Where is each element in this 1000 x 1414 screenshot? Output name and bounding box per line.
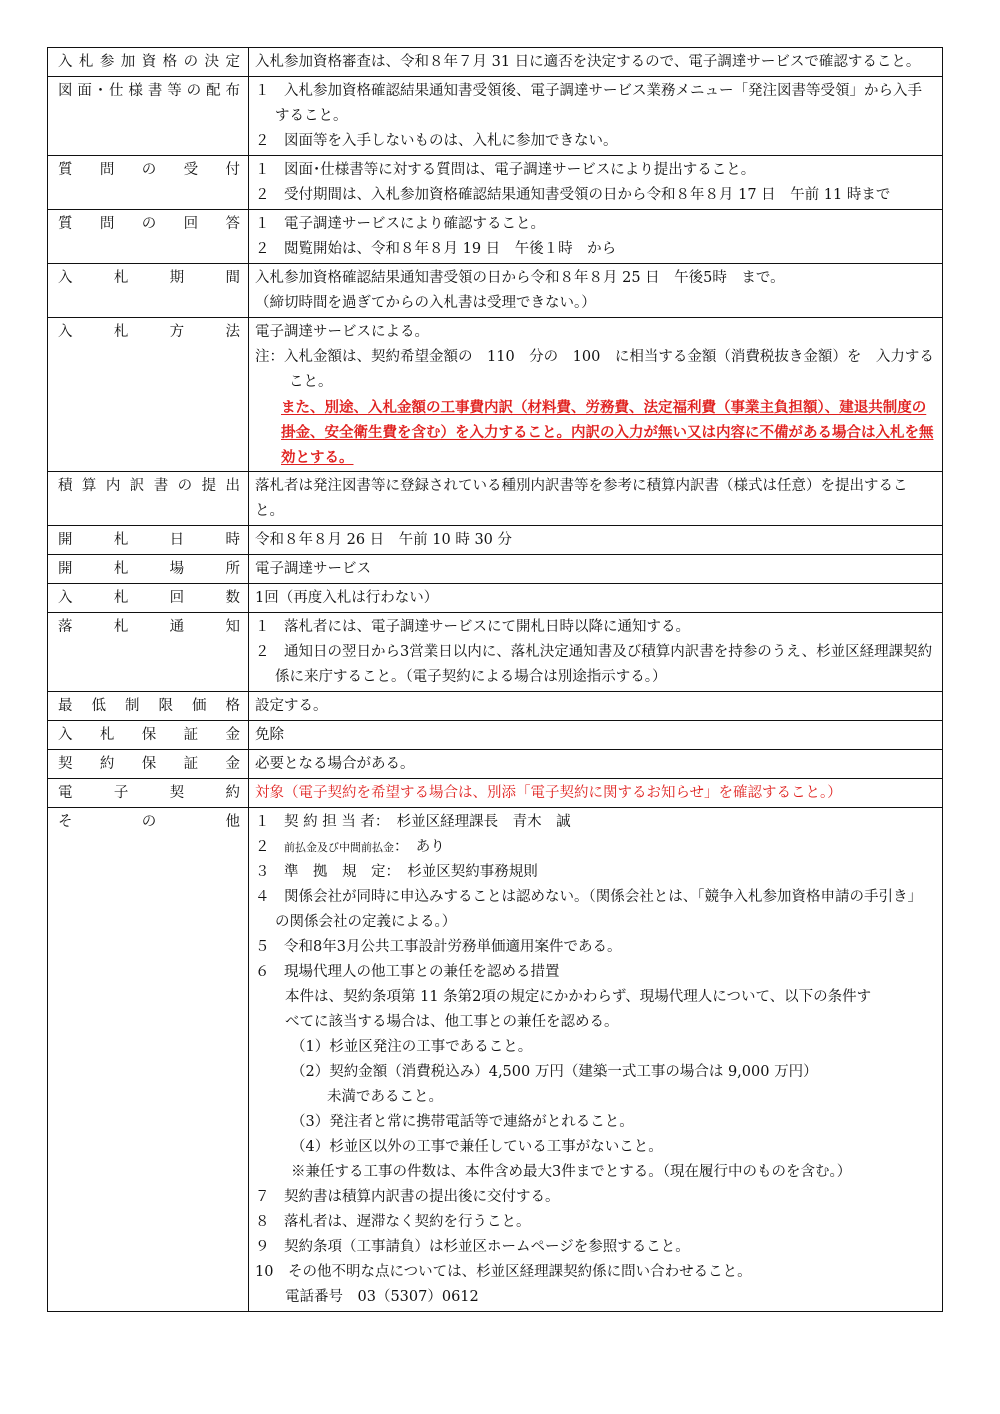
row-question-acceptance bbox=[48, 156, 943, 210]
row-content bbox=[249, 472, 943, 526]
content-line: １ 図面･仕様書等に対する質問は、電子調達サービスにより提出すること。 bbox=[255, 162, 756, 178]
row-label: 積算内訳書の提出 bbox=[48, 472, 249, 526]
row-estimate-breakdown bbox=[48, 472, 943, 526]
row-electronic-contract bbox=[48, 779, 943, 808]
row-drawings-distribution bbox=[48, 77, 943, 156]
content-line: （締切時間を過ぎてからの入札書は受理できない。） bbox=[255, 295, 596, 311]
row-label: 開 札 場 所 bbox=[48, 555, 249, 584]
other-item: ８ 落札者は、遅滞なく契約を行うこと。 bbox=[255, 1214, 531, 1230]
condition-item: （4）杉並区以外の工事で兼任している工事がないこと。 bbox=[291, 1139, 663, 1155]
content-line: 免除 bbox=[255, 727, 284, 743]
row-content bbox=[249, 555, 943, 584]
other-item: ６ 現場代理人の他工事との兼任を認める措置 bbox=[255, 964, 560, 980]
content-line: 必要となる場合がある。 bbox=[255, 756, 415, 772]
row-qualification-decision bbox=[48, 48, 943, 77]
other-item: ４ 関係会社が同時に申込みすることは認めない。（関係会社とは、「競争入札参加資格申請の手引き」の関係会社の定義による。） bbox=[255, 889, 922, 930]
content-line: 1回（再度入札は行わない） bbox=[255, 590, 439, 606]
row-label: 入札参加資格の決定 bbox=[48, 48, 249, 77]
row-label: 落 札 通 知 bbox=[48, 613, 249, 692]
row-label: 契 約 保 証 金 bbox=[48, 750, 249, 779]
row-bid-deposit bbox=[48, 721, 943, 750]
row-content bbox=[249, 210, 943, 264]
content-line: ２ 受付期間は、入札参加資格確認結果通知書受領の日から令和８年８月 17 日 午前 11 時まで bbox=[255, 187, 891, 203]
row-label: 質 問 の 回 答 bbox=[48, 210, 249, 264]
row-opening-datetime bbox=[48, 526, 943, 555]
row-question-answer bbox=[48, 210, 943, 264]
row-label: 開 札 日 時 bbox=[48, 526, 249, 555]
measure-body: 本件は、契約条項第 11 条第2項の規定にかかわらず、現場代理人について、以下の条件すべてに該当する場合は、他工事との兼任を認める。 bbox=[285, 989, 872, 1030]
other-item: 10 その他不明な点については、杉並区経理課契約係に問い合わせること。 bbox=[255, 1264, 752, 1280]
row-content bbox=[249, 721, 943, 750]
row-label: 最低制限価格 bbox=[48, 692, 249, 721]
row-content bbox=[249, 526, 943, 555]
row-label: 図面･仕様書等の配布 bbox=[48, 77, 249, 156]
red-warning-text: また、別途、入札金額の工事費内訳（材料費、労務費、法定福利費（事業主負担額）、建退共制度の掛金、安全衛生費を含む）を入力すること。内訳の入力が無い又は内容に不備がある場合は入札を無効とする。 bbox=[281, 399, 934, 466]
content-line: 電子調達サービスによる。 bbox=[255, 324, 429, 340]
row-content bbox=[249, 77, 943, 156]
other-item: ３ 準 拠 規 定： 杉並区契約事務規則 bbox=[255, 864, 538, 880]
row-label: 入 札 回 数 bbox=[48, 584, 249, 613]
item-small-text: 前払金及び中間前払金 bbox=[284, 841, 394, 854]
row-label: 質 問 の 受 付 bbox=[48, 156, 249, 210]
content-line: 令和８年８月 26 日 午前 10 時 30 分 bbox=[255, 532, 513, 548]
content-line: １ 電子調達サービスにより確認すること。 bbox=[255, 216, 545, 232]
content-line: ２ 図面等を入手しないものは、入札に参加できない。 bbox=[255, 133, 618, 149]
condition-item: （2）契約金額（消費税込み）4,500 万円（建築一式工事の場合は 9,000 万円） bbox=[291, 1064, 818, 1080]
phone-number: 電話番号 03（5307）0612 bbox=[285, 1289, 479, 1305]
content-line: １ 入札参加資格確認結果通知書受領後、電子調達サービス業務メニュー「発注図書等受領」から入手すること。 bbox=[255, 83, 922, 124]
content-line: 落札者は発注図書等に登録されている種別内訳書等を参考に積算内訳書（様式は任意）を提出すること。 bbox=[255, 478, 908, 519]
row-bid-count bbox=[48, 584, 943, 613]
row-label: 電 子 契 約 bbox=[48, 779, 249, 808]
row-content bbox=[249, 613, 943, 692]
condition-item-continued: 未満であること。 bbox=[327, 1089, 443, 1105]
row-label: そ の 他 bbox=[48, 808, 249, 1312]
row-content bbox=[249, 264, 943, 318]
content-line: 設定する。 bbox=[255, 698, 328, 714]
row-label: 入 札 期 間 bbox=[48, 264, 249, 318]
other-item: ５ 令和8年3月公共工事設計労務単価適用案件である。 bbox=[255, 939, 622, 955]
content-line: 入札参加資格審査は、令和８年７月 31 日に適否を決定するので、電子調達サービスで確認すること。 bbox=[255, 54, 921, 70]
content-line: １ 落札者には、電子調達サービスにて開札日時以降に通知する。 bbox=[255, 619, 690, 635]
red-notice-text: 対象（電子契約を希望する場合は、別添「電子契約に関するお知らせ」を確認すること。） bbox=[255, 785, 842, 801]
row-contract-deposit bbox=[48, 750, 943, 779]
other-item bbox=[255, 835, 936, 860]
row-content bbox=[249, 779, 943, 808]
row-content bbox=[249, 318, 943, 472]
row-minimum-price bbox=[48, 692, 943, 721]
content-line: ２ 通知日の翌日から3営業日以内に、落札決定通知書及び積算内訳書を持参のうえ、杉並区経理課契約係に来庁すること。（電子契約による場合は別途指示する。） bbox=[255, 644, 933, 685]
content-note: 注：入札金額は、契約希望金額の 110 分の 100 に相当する金額（消費税抜き金額）を 入力すること。 bbox=[255, 349, 934, 390]
row-bid-method bbox=[48, 318, 943, 472]
row-content bbox=[249, 750, 943, 779]
item-text: ： あり bbox=[394, 839, 445, 855]
content-line: 入札参加資格確認結果通知書受領の日から令和８年８月 25 日 午後5時 まで。 bbox=[255, 270, 785, 286]
row-bid-period bbox=[48, 264, 943, 318]
row-label: 入 札 方 法 bbox=[48, 318, 249, 472]
row-content bbox=[249, 692, 943, 721]
other-item: １ 契 約 担 当 者： 杉並区経理課長 青木 誠 bbox=[255, 814, 571, 830]
content-line: 電子調達サービス bbox=[255, 561, 371, 577]
row-other bbox=[48, 808, 943, 1312]
other-item: ９ 契約条項（工事請負）は杉並区ホームページを参照すること。 bbox=[255, 1239, 690, 1255]
row-content bbox=[249, 808, 943, 1312]
item-number: ２ bbox=[255, 839, 284, 855]
row-award-notice bbox=[48, 613, 943, 692]
row-content bbox=[249, 48, 943, 77]
content-line: ２ 閲覧開始は、令和８年８月 19 日 午後１時 から bbox=[255, 241, 617, 257]
other-item: ７ 契約書は積算内訳書の提出後に交付する。 bbox=[255, 1189, 560, 1205]
bid-info-table bbox=[47, 47, 943, 1312]
condition-item: （3）発注者と常に携帯電話等で連絡がとれること。 bbox=[291, 1114, 634, 1130]
condition-note: ※兼任する工事の件数は、本件含め最大3件までとする。（現在履行中のものを含む。） bbox=[291, 1164, 852, 1180]
row-content bbox=[249, 584, 943, 613]
row-label: 入 札 保 証 金 bbox=[48, 721, 249, 750]
condition-item: （1）杉並区発注の工事であること。 bbox=[291, 1039, 533, 1055]
row-opening-place bbox=[48, 555, 943, 584]
row-content bbox=[249, 156, 943, 210]
